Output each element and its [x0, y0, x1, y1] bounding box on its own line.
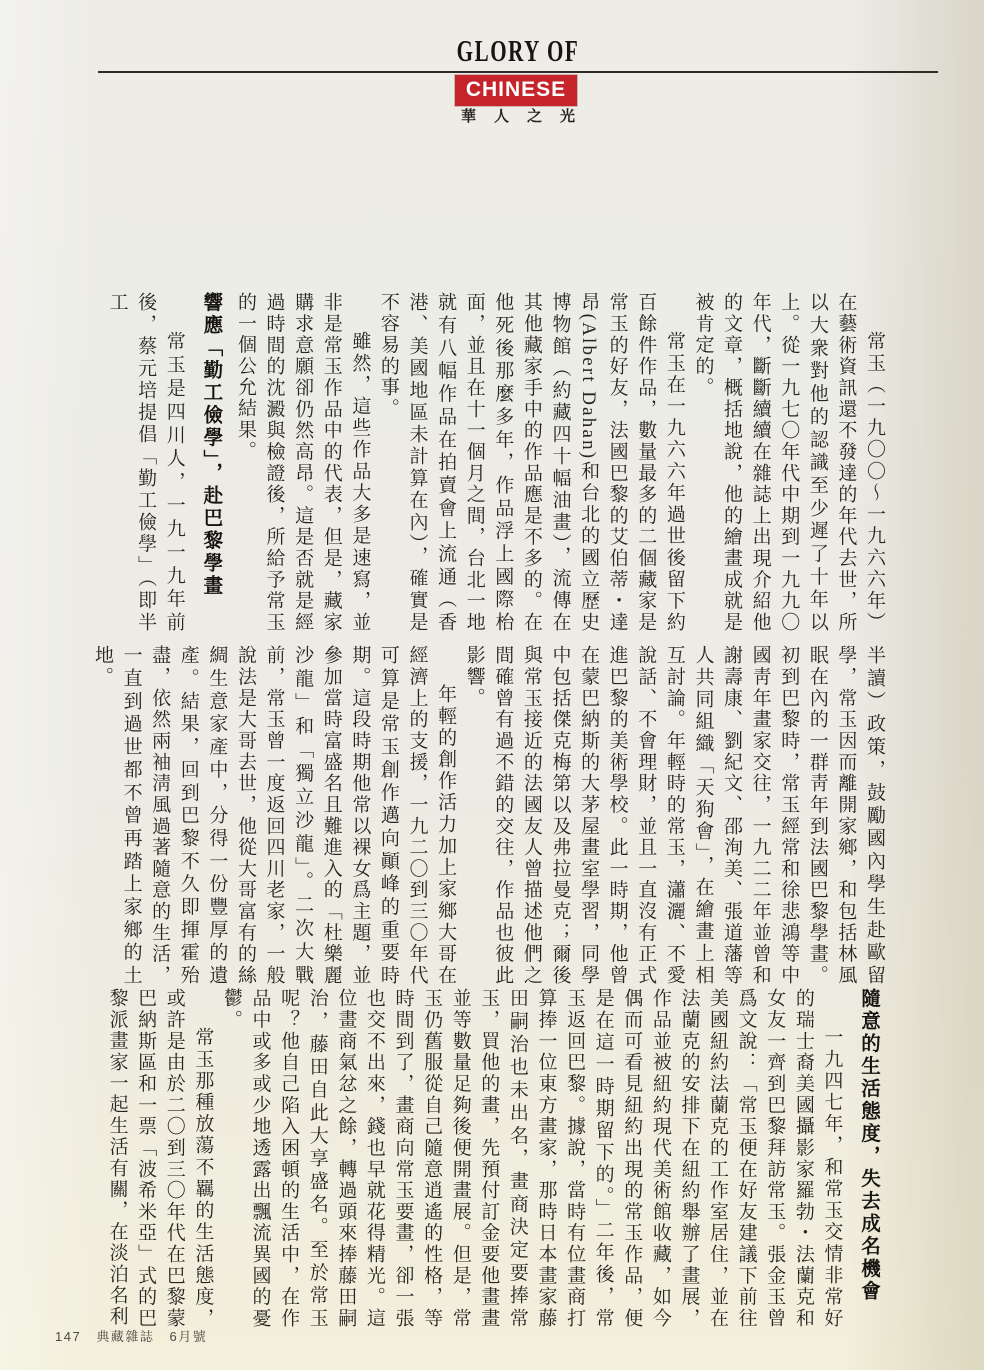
text-band-bottom — [102, 988, 888, 1329]
magazine-name: 典藏雜誌 — [96, 1329, 155, 1344]
page-footer — [55, 1326, 217, 1345]
text-band-top — [102, 292, 888, 633]
paragraph: 一九四七年，和常玉交情非常好的瑞士裔美國攝影家羅勃・法蘭克和女友一齊到巴黎拜訪常玉。張金玉曾爲文說：「常玉便在好友建議下前往美國紐約法蘭克的工作室居住，並在法蘭克的安排下在紐約舉辦了畫展，作品並被紐約現代美術館收藏，如今偶而可看見紐約出現的常玉作品，便是在這一時期留下的。」二年後，常玉返回巴黎。據說，當時有位畫商打算捧一位東方畫家，那時日本畫家藤田嗣治也未出名，畫商決定要捧常玉，買他的畫，先預付訂金要他畫畫並等數量足夠後便開畫展。但是，常玉仍舊服從自己隨意逍遙的性格，等時間到了，畫商向常玉要畫，卻一張也交不出來，錢也早就花得精光。這位畫商氣忿之餘，轉過頭來捧藤田嗣治，藤田自此大享盛名。至於常玉呢？他自己陷入困頓的生活中，在作品中或多或少地透露出飄流異國的憂鬱。 — [220, 988, 843, 1329]
glory-of-masthead: GLORY OF — [456, 34, 580, 68]
paragraph: 常玉在一九六六年過世後留下約百餘件作品，數量最多的二個藏家是常玉的好友，法國巴黎的艾伯蒂・達昂(Albert Dahan)和台北的國立歷史博物館（約藏四十幅油畫），流傳在其他藏家手中的作品應是不多的。在他死後那麼多年，作品浮上國際枱面，並且在十一個月之間，台北一地就有八幅作品在拍賣會上流通（香港、美國地區未計算在內），確實是不容易的事。 — [377, 292, 685, 633]
chinese-banner: CHINESE — [455, 75, 577, 106]
column-subtitle: 華人之光 — [460, 109, 594, 125]
paragraph: 常玉是四川人，一九一九年前後，蔡元培提倡「勤工儉學」（即半工 — [106, 292, 185, 633]
page-number: 147 — [55, 1329, 82, 1344]
paragraph: 半讀）政策，鼓勵國內學生赴歐留學，常玉因而離開家鄉，和包括林風眠在內的一群靑年到法國巴黎學畫。初到巴黎時，常玉經常和徐悲鴻等中國靑年畫家交往，一九二二年並曾和謝壽康、劉紀文、邵洵美、張道藩等人共同組織「天狗會」，在繪畫上相互討論。年輕時的常玉，瀟灑、不愛說話、不會理財，並且一直沒有正式進巴黎的美術學校。此一時期，他曾在蒙巴納斯的大茅屋畫室學習，同學中包括傑克梅第以及弗拉曼克；爾後與常玉接近的法國友人曾描述他們之間確曾有過不錯的交往，作品也彼此影響。 — [463, 645, 885, 986]
paragraph: 常玉那種放蕩不羈的生活態度，或許是由於二〇到三〇年代在巴黎蒙巴納斯區和一票「波希米亞」式的巴黎派畫家一起生活有關，在淡泊名利 — [106, 988, 214, 1329]
section-heading: 隨意的生活態度，失去成名機會 — [858, 988, 880, 1303]
section-heading: 響應「勤工儉學」，赴巴黎學畫 — [200, 292, 223, 598]
paragraph: 雖然，這些作品大多是速寫，並非是常玉作品中的代表，但是，藏家購求意願卻仍然高昂。這是否就是經過時間的沈澱與檢證後，所給予常玉的一個公允結果。 — [234, 292, 371, 633]
header-rule — [98, 71, 938, 73]
issue-label: 6月號 — [169, 1329, 208, 1344]
paragraph: 年輕的創作活力加上家鄉大哥在經濟上的支援，一九二〇到三〇年代可算是常玉創作邁向顚峰的重要時期。這段時期他常以裸女爲主題，並參加當時富盛名且難進入的「杜樂麗沙龍」和「獨立沙龍」。二次大戰前，常玉曾一度返回四川老家，一般說法是大哥去世，他從大哥富有的絲綢生意家產中，分得一份豐厚的遺產。結果，回到巴黎不久即揮霍殆盡，依然兩袖淸風過著隨意的生活，一直到過世都不曾再踏上家鄉的土地。 — [91, 645, 457, 986]
paragraph: 常玉（一九〇〇～一九六六年）在藝術資訊還不發達的年代去世，所以大衆對他的認識至少遲了十年以上。從一九七〇年代中期到一九九〇年代，斷斷續續在雜誌上出現介紹他的文章，概括地說，他的繪畫成就是被肯定的。 — [692, 292, 885, 633]
text-band-middle — [87, 645, 888, 986]
